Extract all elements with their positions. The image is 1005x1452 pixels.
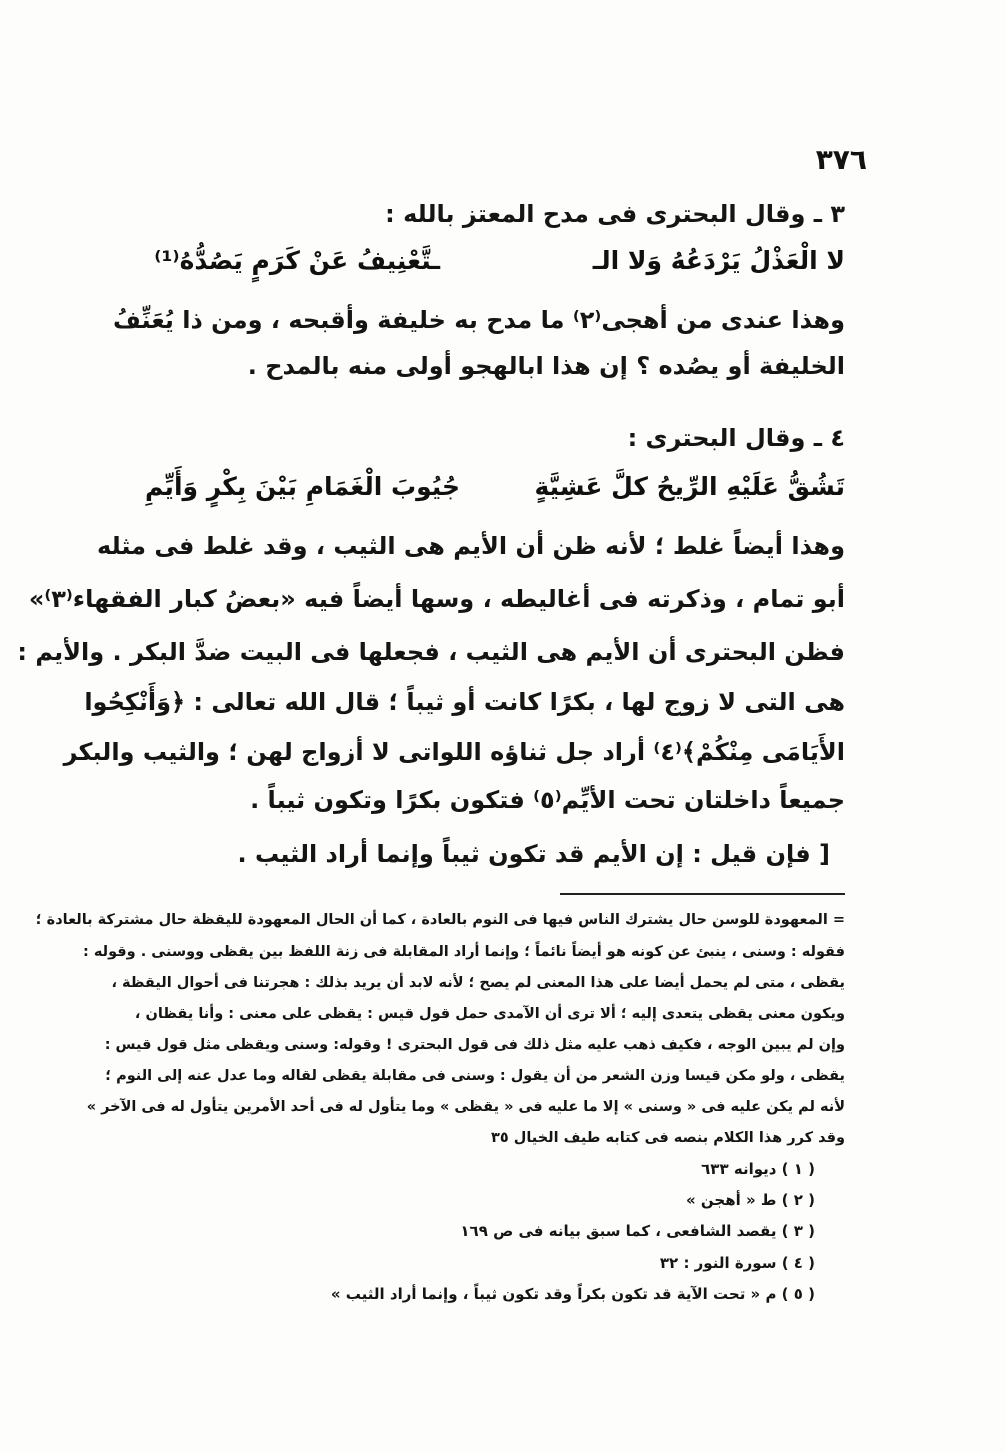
footnote-line: = المعهودة للوسن حال يشترك الناس فيها فى النوم بالعادة ، كما أن الحال المعهودة لليقظة حال مشتركة بالعادة ؛	[35, 912, 845, 928]
verse-4-second-hemistich: جُيُوبَ الْغَمَامِ بَيْنَ بِكْرٍ وَأَيِّمِ	[144, 472, 460, 501]
footnote-line: لأنه لم يكن عليه فى « وسنى » إلا ما عليه فى « يقظى » وما يتأول له فى أحد الأمرين يتأول له فى الآخر »	[86, 1099, 845, 1115]
paragraph-line: وهذا عندى من أهجى⁽٢⁾ ما مدح به خليفة وأقبحه ، ومن ذا يُعَنِّفُ	[112, 306, 845, 334]
footnote-line: وقد كرر هذا الكلام بنصه فى كتابه طيف الخيال ٣٥	[491, 1130, 845, 1146]
paragraph-line: وهذا أيضاً غلط ؛ لأنه ظن أن الأيم هى الثيب ، وقد غلط فى مثله	[97, 532, 845, 560]
paragraph-line: الأَيَامَى مِنْكُمْ﴾⁽٤⁾ أراد جل ثناؤه اللواتى لا أزواج لهن ؛ والثيب والبكر	[63, 738, 845, 766]
footnote-item: ( ٥ ) م « تحت الآية قد تكون بكراً وقد تكون ثيباً ، وإنما أراد الثيب »	[330, 1285, 815, 1303]
verse-4-first-hemistich: تَشُقُّ عَلَيْهِ الرِّيحُ كلَّ عَشِيَّةٍ	[534, 472, 845, 501]
section-4-heading: ٤ ـ وقال البحترى :	[627, 424, 845, 452]
verse-3-second-hemistich: ـتَّعْنِيفُ عَنْ كَرَمٍ يَصُدُّهُ⁽¹⁾	[154, 246, 440, 275]
verse-3-first-hemistich: لا الْعَذْلُ يَرْدَعُهُ وَلا الـ	[592, 246, 845, 275]
paragraph-line: فظن البحترى أن الأيم هى الثيب ، فجعلها فى البيت ضدَّ البكر . والأيم :	[17, 638, 845, 666]
footnote-item: ( ١ ) ديوانه ٦٣٣	[701, 1160, 815, 1178]
paragraph-line: أبو تمام ، وذكرته فى أغاليطه ، وسها أيضاً فيه «بعضُ كبار الفقهاء⁽٣⁾»	[28, 585, 845, 613]
footnote-item: ( ٤ ) سورة النور : ٣٢	[659, 1254, 815, 1272]
paragraph-line: [ فإن قيل : إن الأيم قد تكون ثيباً وإنما أراد الثيب .	[237, 840, 830, 868]
paragraph-line: هى التى لا زوج لها ، بكرًا كانت أو ثيباً ؛ قال الله تعالى : ﴿وَأَنْكِحُوا	[84, 688, 845, 716]
footnote-item: ( ٣ ) يقصد الشافعى ، كما سبق بيانه فى ص ١٦٩	[460, 1222, 815, 1240]
footnote-item: ( ٢ ) ط « أهجن »	[685, 1191, 815, 1209]
footnote-line: وإن لم يبين الوجه ، فكيف ذهب عليه مثل ذلك فى قول البحترى ! وقوله: وسنى ويقظى مثل قول قيس :	[104, 1037, 845, 1053]
footnote-separator	[560, 893, 845, 895]
footnote-line: فقوله : وسنى ، ينبئ عن كونه هو أيضاً نائماً ؛ وإنما أراد المقابلة فى زنة اللفظ بين يقظى ووسنى . وقوله :	[82, 944, 845, 960]
footnote-line: يقظى ، متى لم يحمل أيضا على هذا المعنى لم يصح ؛ لأنه لابد أن يريد بذلك : هجرتنا فى أحوال اليقظة ،	[111, 975, 845, 991]
footnote-line: يقظى ، ولو مكن قيسا وزن الشعر من أن يقول : وسنى فى مقابلة يقظى لقاله وما عدل عنه إلى النوم ؛	[105, 1068, 845, 1084]
section-3-heading: ٣ ـ وقال البحترى فى مدح المعتز بالله :	[385, 200, 845, 228]
page-number: ٣٧٦	[815, 143, 867, 176]
footnote-line: ويكون معنى يقظى يتعدى إليه ؛ ألا ترى أن الآمدى حمل قول قيس : يقظى على معنى : وأنا يقظان ،	[134, 1006, 845, 1022]
paragraph-line: الخليفة أو يصُده ؟ إن هذا ابالهجو أولى منه بالمدح .	[247, 352, 845, 380]
paragraph-line: جميعاً داخلتان تحت الأيِّم⁽٥⁾ فتكون بكرًا وتكون ثيباً .	[250, 786, 845, 814]
